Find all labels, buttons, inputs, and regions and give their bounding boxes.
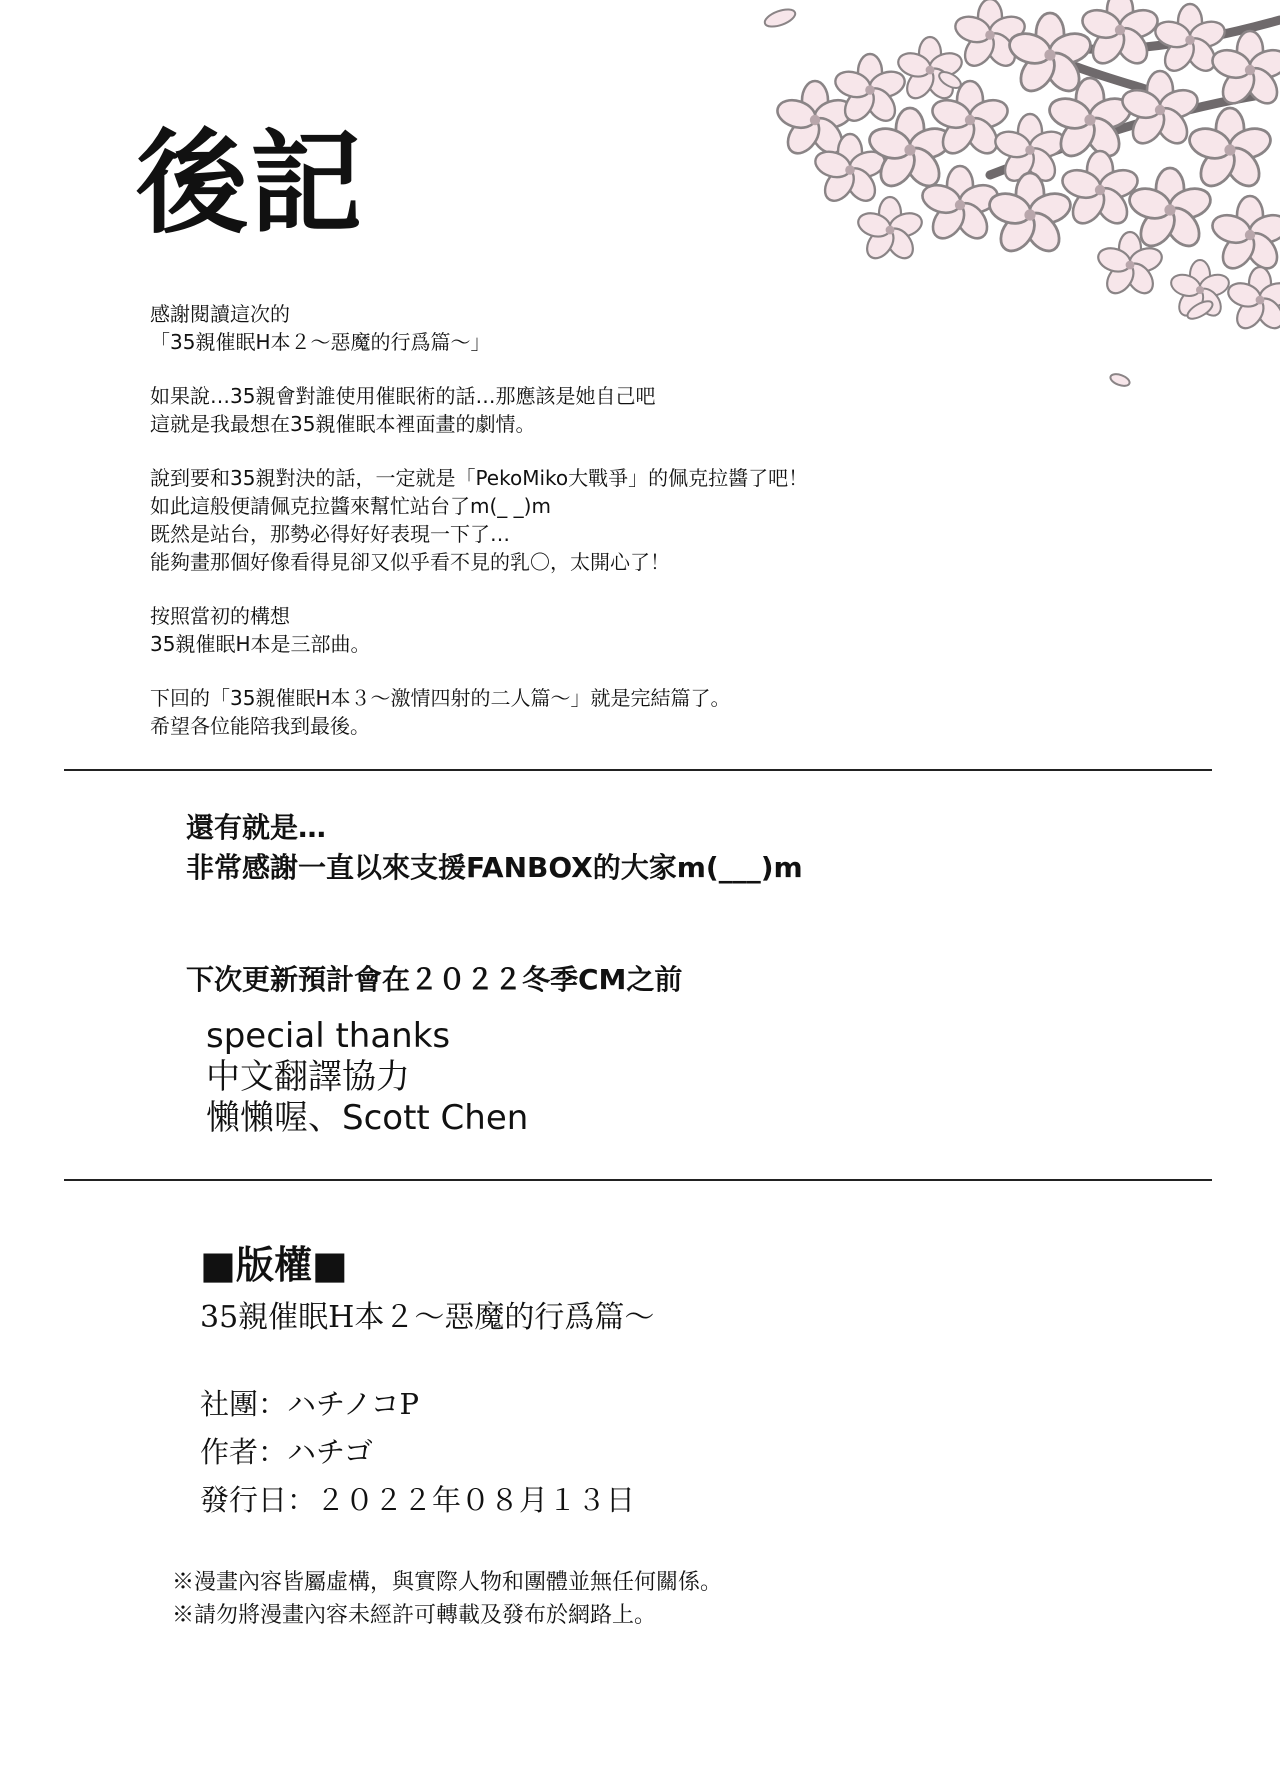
afterword-line: 既然是站台，那勢必得好好表現一下了… [150, 522, 510, 546]
afterword-line: 這就是我最想在35親催眠本裡面畫的劇情。 [150, 412, 536, 436]
divider [64, 1179, 1212, 1181]
afterword-line: 說到要和35親對決的話，一定就是「PekoMiko大戰爭」的佩克拉醬了吧！ [150, 466, 809, 490]
afterword-line: 感謝閱讀這次的 [150, 302, 290, 326]
afterword-paragraph [150, 300, 1150, 356]
afterword-line: 「35親催眠H本２～惡魔的行爲篇～」 [150, 330, 491, 354]
afterword-paragraph [150, 684, 1150, 740]
afterword-paragraph [150, 382, 1150, 438]
special-thanks-line: special thanks [206, 1016, 451, 1056]
afterword-line: 能夠畫那個好像看得見卻又似乎看不見的乳〇，太開心了！ [150, 550, 670, 574]
release-date: 發行日：２０２２年０８月１３日 [200, 1483, 636, 1517]
page-title: 後記 [136, 118, 364, 249]
afterword-line: 希望各位能陪我到最後。 [150, 714, 370, 738]
afterword-body [150, 300, 1150, 766]
special-thanks-line: 中文翻譯協力 [206, 1057, 410, 1097]
afterword-line: 按照當初的構想 [150, 604, 290, 628]
disclaimer-line: ※漫畫內容皆屬虛構，與實際人物和團體並無任何關係。 [172, 1570, 723, 1595]
copyright-heading: ■版權■ [200, 1242, 348, 1287]
special-thanks [206, 1016, 528, 1139]
afterword-line: 35親催眠H本是三部曲。 [150, 632, 371, 656]
thanks-line: 還有就是… [186, 811, 327, 844]
afterword-line: 下回的「35親催眠H本３～激情四射的二人篇～」就是完結篇了。 [150, 686, 731, 710]
divider [64, 769, 1212, 771]
thanks-line: 非常感謝一直以來支援FANBOX的大家m(___)m [186, 851, 803, 884]
fanbox-thanks [186, 808, 803, 888]
afterword-paragraph [150, 464, 1150, 576]
next-update-notice: 下次更新預計會在２０２２冬季CM之前 [186, 963, 683, 996]
disclaimer-notes [172, 1566, 722, 1632]
afterword-line: 如此這般便請佩克拉醬來幫忙站台了m(_ _)m [150, 494, 551, 518]
afterword-line: 如果說…35親會對誰使用催眠術的話…那應該是她自己吧 [150, 384, 656, 408]
copyright-section [200, 1240, 654, 1338]
circle-name: 社團：ハチノコP [200, 1387, 420, 1421]
afterword-paragraph [150, 602, 1150, 658]
special-thanks-line: 懶懶喔、Scott Chen [206, 1098, 529, 1138]
disclaimer-line: ※請勿將漫畫內容未經許可轉載及發布於網路上。 [172, 1603, 657, 1628]
work-title: 35親催眠H本２～惡魔的行爲篇～ [200, 1300, 655, 1335]
credits [200, 1380, 635, 1524]
author-name: 作者：ハチゴ [200, 1435, 373, 1469]
